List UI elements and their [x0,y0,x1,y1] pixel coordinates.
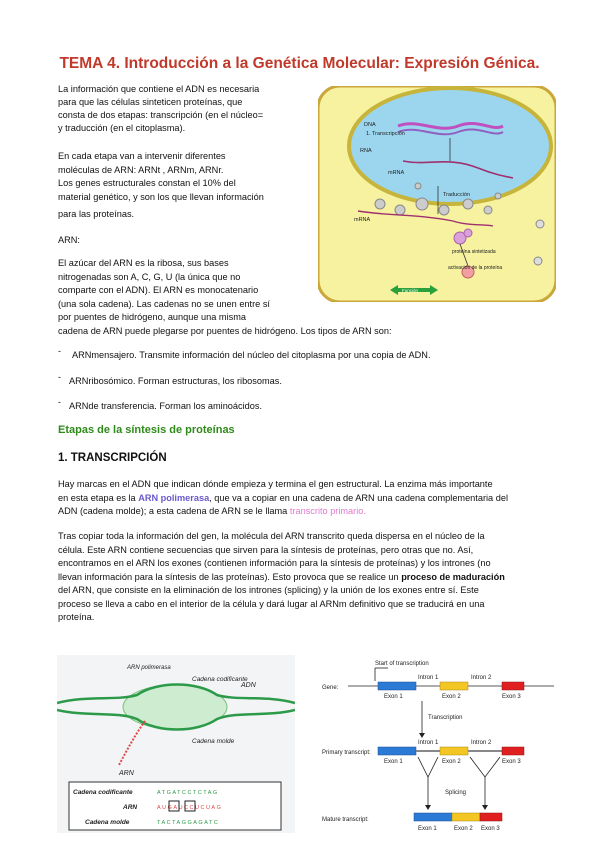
list-item: - ARNmensajero. Transmite información del núcleo del citoplasma por una copia de ADN. [58,346,431,360]
list-item-text: ARNmensajero. Transmite información del núcleo del citoplasma por una copia de ADN. [72,350,431,360]
protein-blob [464,229,472,237]
exon2-block [440,682,468,690]
diagram-label: DNA [364,122,376,128]
text-line: en esta etapa es la ARN polimerasa, que va a copiar en una cadena de ARN una cadena complementaria del [58,492,508,503]
arn-heading: ARN: [58,235,80,245]
cell-diagram [318,86,556,302]
text-line: llevan información para la síntesis de las proteínas). Esto provoca que se realice un proceso de maduración [58,571,505,582]
intro-paragraph [58,83,263,135]
list-item: - ARNde transferencia. Forman los aminoácidos. [58,397,263,411]
exon3-block [502,682,524,690]
text-line: El azúcar del ARN es la ribosa, sus bases [58,258,229,268]
text-line: (una sola cadena). Las cadenas no se unen entre sí [58,298,270,309]
transcrito-primario-highlight: transcrito primario. [289,506,366,516]
ribosome [536,220,544,228]
sequence: AUGAUCCUCUAG [157,805,223,811]
diagram-label: Exon 3 [502,759,521,765]
exon1-block [378,682,416,690]
text-line: comparte con el ADN). El ARN es monocatenario [58,285,259,296]
exon2-block [440,747,468,755]
splice-junction [470,757,500,777]
text-line: del ARN, que consiste en la eliminación de los intrones (splicing) y la unión de los exones entre sí. Este [58,585,479,595]
diagram-label: Gene: [322,685,339,691]
diagram-label: ADN [241,682,256,689]
diagram-label: ARN polimerasa [127,665,171,671]
diagram-label: Intron 1 [418,675,439,681]
intron1-line [416,750,440,752]
transcripcion-paragraph-2 [58,530,505,625]
arrowhead [425,805,431,810]
diagram-label: Exon 1 [384,759,403,765]
list-item-text: ARNde transferencia. Forman los aminoácidos. [69,401,263,411]
text-line: nitrogenadas son A, C, G, U (la única que no [58,271,241,282]
diagram-label: Intron 2 [471,740,492,746]
diagram-label: Exon 1 [384,694,403,700]
diagram-label: Start of transcription [375,661,429,667]
text-line: moléculas de ARN: ARNt , ARNm, ARNr. [58,164,224,175]
text-line: En cada etapa van a intervenir diferentes [58,151,226,161]
text-line: La información que contiene el ADN es necesaria [58,84,260,94]
diagram-label: Exon 3 [481,826,500,832]
transcripcion-paragraph-1 [58,478,508,519]
diagram-label: proteína sintetizada [452,249,496,255]
table-label: Cadena molde [85,819,130,826]
diagram-label: RNA [360,148,372,154]
diagram-label: Exon 2 [442,694,461,700]
diagram-label: activación de la proteína [448,265,503,271]
text-line: consta de dos etapas: transcripción (en el núcleo= [58,110,264,120]
exon2-block [452,813,480,821]
list-item: - ARNribosómico. Forman estructuras, los ribosomas. [58,372,282,386]
text-line: Hay marcas en el ADN que indican dónde empieza y termina el gen estructural. La enzima más importante [58,479,493,489]
text-line: y traducción (en el citoplasma). [58,123,186,133]
splicing-diagram [318,655,558,833]
exon1-block [378,747,416,755]
maduracion-bold: proceso de maduración [401,571,505,582]
diagram-label: Intron 2 [471,675,492,681]
exon1-block [414,813,452,821]
diagram-label: Cadena molde [192,738,235,745]
diagram-label: Traducción [443,192,471,198]
diagram-label: Intron 1 [418,740,439,746]
text-line: proteína. [58,612,95,622]
text-line: para que las células sinteticen proteínas, que [58,97,243,107]
exon3-block [502,747,524,755]
exon3-block [480,813,502,821]
intron2-line [468,750,502,752]
arrowhead [419,733,425,738]
section-heading: Etapas de la síntesis de proteínas [58,424,235,436]
text-line: célula. Este ARN contiene secuencias que sirven para la síntesis de proteínas, pero otras que no. Así, [58,544,474,555]
text-line: material genético, y son los que llevan información [58,191,264,202]
list-item-text: ARNribosómico. Forman estructuras, los ribosomas. [69,376,282,386]
text-line: por puentes de hidrógeno, aunque una misma [58,312,246,323]
diagram-label: Splicing [445,790,467,796]
diagram-label: Exon 1 [418,826,437,832]
diagram-label: Exon 2 [454,826,473,832]
diagram-label: mRNA [388,170,405,176]
arn-polimerasa-highlight: ARN polimerasa [138,492,210,503]
page-title: TEMA 4. Introducción a la Genética Molecular: Expresión Génica. [59,55,540,72]
diagram-label: Transcription [428,715,463,721]
diagram-label: ARN [119,770,134,777]
text-line: proceso se lleva a cabo en el interior de la célula y dará lugar al ARNm definitivo que se traducirá en una [58,598,485,609]
splice-junction [418,757,438,777]
diagram-label: Exon 2 [442,759,461,765]
polymerase-diagram [57,655,295,833]
diagram-label: Primary transcript: [322,750,371,756]
table-label: ARN [123,804,138,811]
etapas-paragraph [58,150,264,222]
text-line: encontramos en el ARN los exones (contienen información para la síntesis de proteínas) y los intrones (no [58,558,491,568]
diagram-label: Exon 3 [502,694,521,700]
text-line: ADN (cadena molde); a esta cadena de ARN se le llama transcrito primario. [58,506,366,516]
transcripcion-heading: 1. TRANSCRIPCIÓN [58,452,167,464]
diagram-label: mRNA [354,217,371,223]
diagram-label: Mature transcript: [322,817,369,823]
diagram-label: Función [402,288,419,293]
arrowhead [482,805,488,810]
text-line: cadena de ARN puede plegarse por puentes de hidrógeno. Los tipos de ARN son: [58,325,392,336]
sequence: ATGATCCTCTAG [157,790,219,796]
ribosome [534,257,542,265]
text-line: para las proteínas. [58,209,135,219]
sequence: TACTAGGAGATC [157,820,220,826]
diagram-label: 1. Transcripción [366,131,405,137]
text-line: Tras copiar toda la información del gen, la molécula del ARN transcrito queda dispersa en el núcleo de la [58,531,485,541]
table-label: Cadena codificante [73,789,133,796]
text-line: Los genes estructurales constan el 10% del [58,178,236,188]
diagram-label: Cadena codificante [192,676,248,683]
